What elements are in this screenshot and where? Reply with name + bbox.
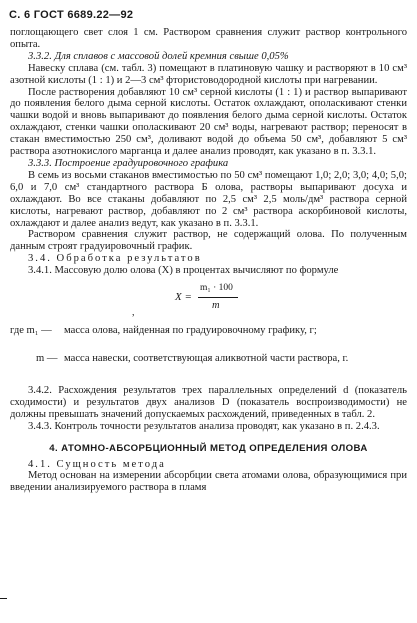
formula-lhs: X = (175, 291, 192, 304)
paragraph-3-4-3: 3.4.3. Контроль точности результатов анализа проводят, как указано в п. 2.4.3. (28, 420, 380, 432)
section-4-title: 4. АТОМНО-АБСОРБЦИОННЫЙ МЕТОД ОПРЕДЕЛЕНИЯ ОЛОВА (49, 442, 368, 454)
page-header: С. 6 ГОСТ 6689.22—92 (9, 9, 134, 21)
formula-denominator: m (212, 300, 220, 312)
paragraph-3-4-1: 3.4.1. Массовую долю олова (X) в процентах вычисляют по формуле (28, 265, 339, 277)
paragraph-continuation: поглощающего свет слоя 1 см. Раствором сравнения служит раствор контрольного опыта. (10, 27, 407, 50)
definition-m1: масса олова, найденная по градуировочному графику, г; (64, 325, 317, 337)
definition-symbol-m1: где m₁ — (10, 325, 52, 337)
paragraph-sample-dissolution: Навеску сплава (см. табл. 3) помещают в платиновую чашку и растворяют в 10 см³ азотной кислоты (1 : 1) и 2—3 см³ фтористоводородной кислоты при нагревании. (10, 62, 407, 86)
subsection-3-3-2-title: 3.3.2. Для сплавов с массовой долей кремния свыше 0,05% (28, 50, 289, 62)
subsection-4-1-title: 4.1. Сущность метода (28, 458, 166, 470)
paragraph-reference-solution: Раствором сравнения служит раствор, не содержащий олова. По полученным данным строят градуировочный график. (10, 229, 407, 253)
definition-symbol-m: m — (36, 353, 58, 365)
paragraph-evaporation: После растворения добавляют 10 см³ серной кислоты (1 : 1) и раствор выпаривают до появления белого дыма серной кислоты. Остаток охлаждают, ополаскивают стенки чашки водой и вновь выпаривают до появления белого дыма серной кислоты. Остаток охлаждают, стенки чашки ополаскивают 20 см³ воды, нагревают раствор; переносят в стакан вместимостью 250 см³, доливают водой до объема 50 см³, добавляют 5 см³ раствора азотнокислого марганца и далее анализ проводят, как указано в п. 3.3.1. (10, 86, 407, 158)
section-3-4-title: 3.4. Обработка результатов (28, 253, 202, 265)
fraction-bar (198, 297, 238, 298)
variable-definitions (0, 325, 417, 385)
body-text (0, 27, 417, 494)
formula-comma: , (132, 307, 135, 319)
margin-mark (0, 598, 7, 599)
tin-fraction-formula (0, 279, 417, 323)
paragraph-method-principle: Метод основан на измерении абсорбции света атомами олова, образующимися при введении анализируемого раствора в пламя (10, 470, 407, 494)
definition-m: масса навески, соответствующая аликвотной части раствора, г. (64, 353, 349, 365)
paragraph-calibration: В семь из восьми стаканов вместимостью по 50 см³ помещают 1,0; 2,0; 3,0; 4,0; 5,0; 6,0 и 7,0 см³ стандартного раствора Б олова, растворы выпаривают досуха и охлаждают. Во все стаканы добавляют по 2,5 см³ 2,5 моль/дм³ раствора серной кислоты, нагревают раствор, добавляют по 2 см³ раствора аскорбиновой кислоты, охлаждают и далее анализ ведут, как указано в п. 3.3.1. (10, 169, 407, 229)
paragraph-3-4-2: 3.4.2. Расхождения результатов трех параллельных определений d (показатель сходимости) и результатов двух анализов D (показатель воспроизводимости) не должны превышать значений допускаемых расхождений, приведенных в табл. 2. (10, 385, 407, 420)
subsection-3-3-3-title: 3.3.3. Построение градуировочного графика (28, 157, 229, 169)
formula-numerator: m₁ · 100 (200, 283, 233, 294)
